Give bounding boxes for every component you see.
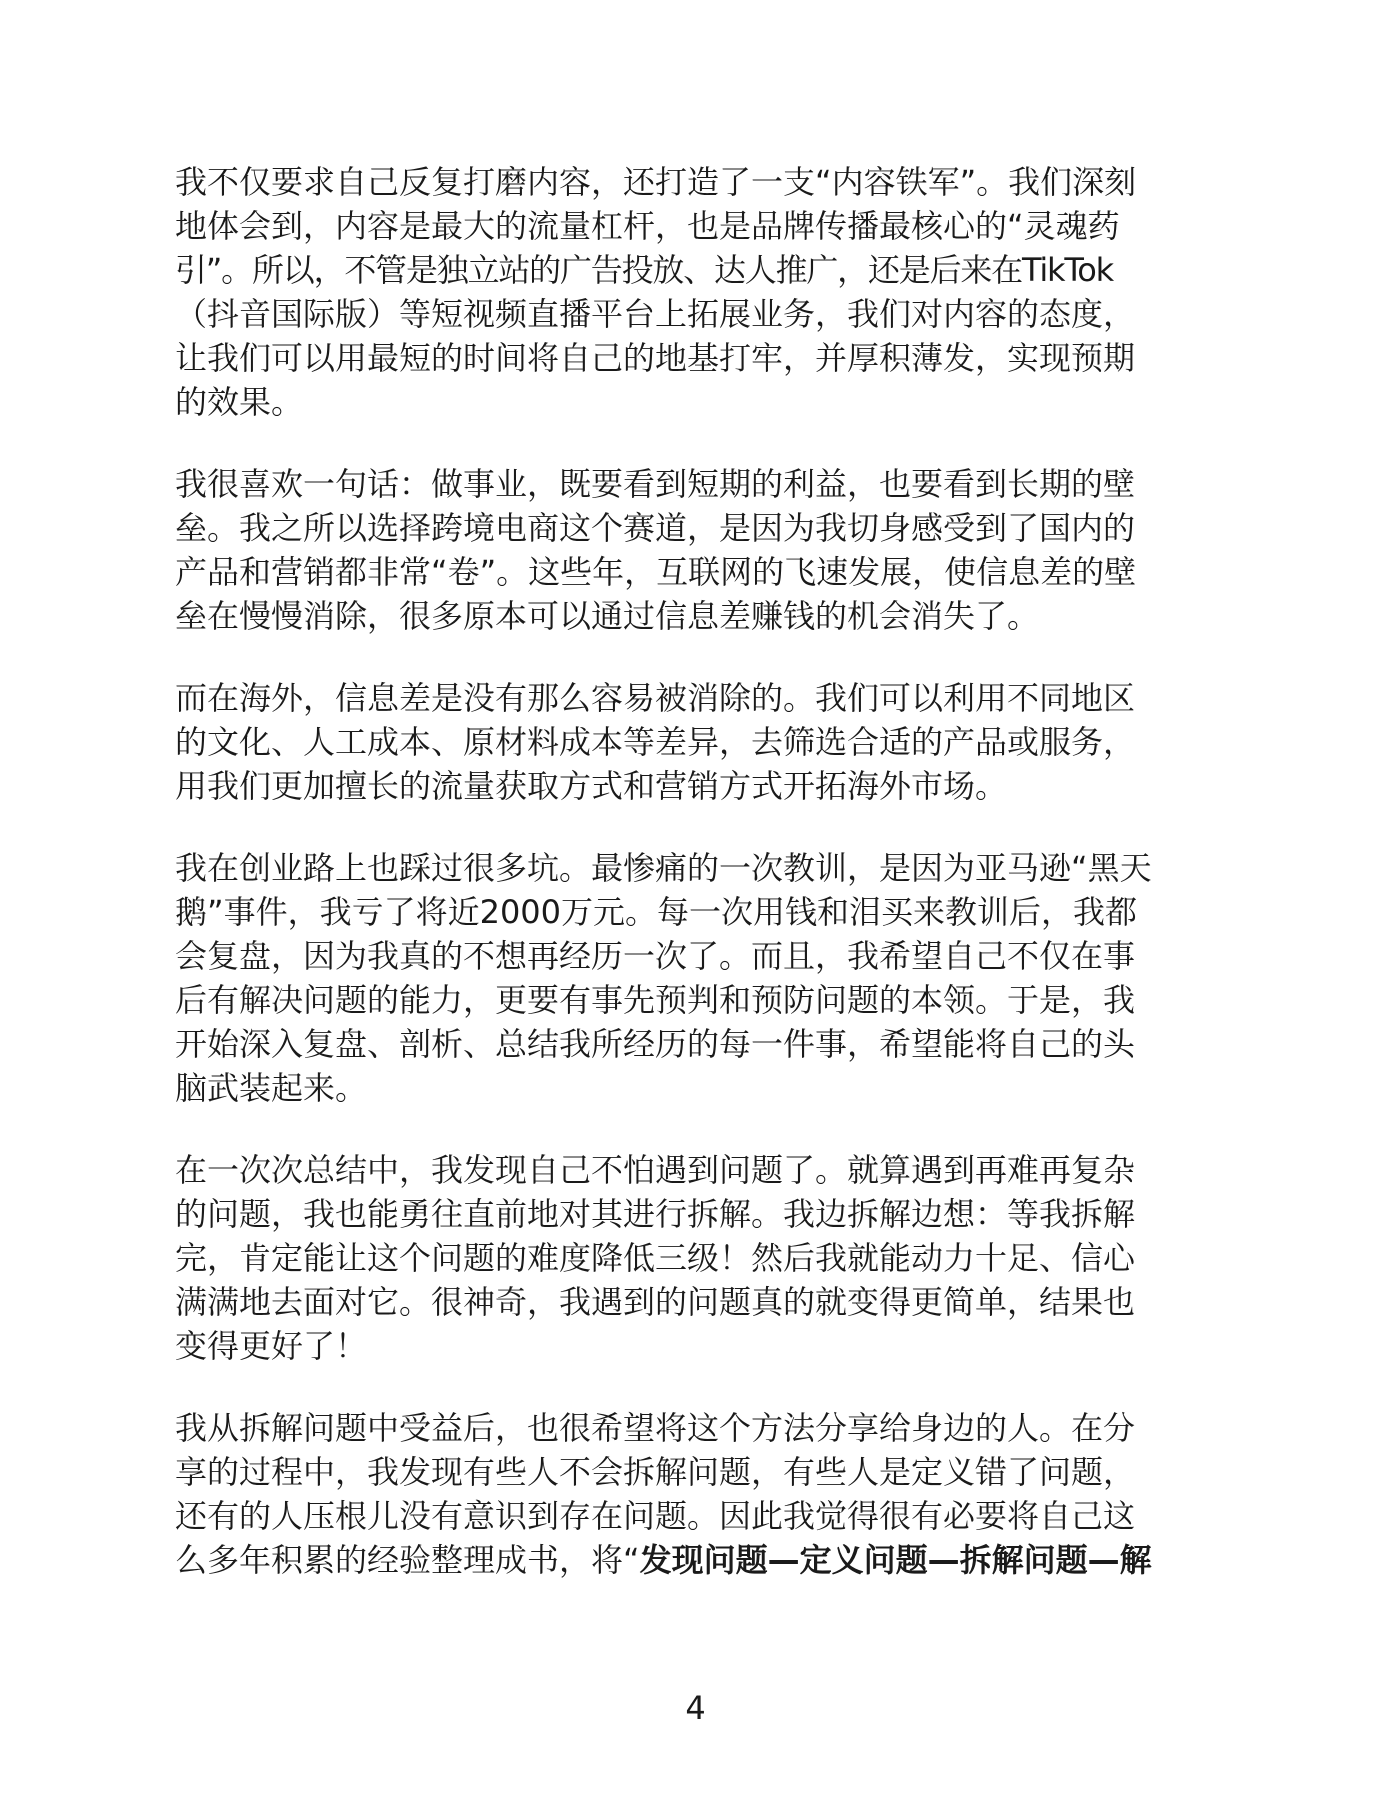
text-line: 我很喜欢一句话：做事业，既要看到短期的利益，也要看到长期的壁: [175, 465, 1136, 503]
bold-text-segment: 发现问题—定义问题—拆解问题—解: [639, 1541, 1152, 1579]
paragraph-6: [175, 1406, 1215, 1582]
text-line: 鹅”事件，我亏了将近2000万元。每一次用钱和泪买来教训后，我都: [175, 893, 1138, 931]
text-line: （抖音国际版）等短视频直播平台上拓展业务，我们对内容的态度，: [175, 295, 1136, 333]
paragraph-3: [175, 676, 1215, 808]
text-line: 引”。所以，不管是独立站的广告投放、达人推广，还是后来在TikTok: [175, 251, 1113, 289]
paragraph-1: [175, 160, 1215, 424]
text-line-mixed: [175, 1538, 1215, 1582]
text-line: 还有的人压根儿没有意识到存在问题。因此我觉得很有必要将自己这: [175, 1497, 1136, 1535]
text-line: 脑武装起来。: [175, 1069, 368, 1107]
paragraph-2: [175, 462, 1215, 638]
text-line: 的问题，我也能勇往直前地对其进行拆解。我边拆解边想：等我拆解: [175, 1195, 1136, 1233]
paragraph-5: [175, 1148, 1215, 1368]
text-line: 让我们可以用最短的时间将自己的地基打牢，并厚积薄发，实现预期: [175, 339, 1136, 377]
text-line: 我不仅要求自己反复打磨内容，还打造了一支“内容铁军”。我们深刻: [175, 163, 1137, 201]
text-line: 后有解决问题的能力，更要有事先预判和预防问题的本领。于是，我: [175, 981, 1136, 1019]
text-line: 完，肯定能让这个问题的难度降低三级！然后我就能动力十足、信心: [175, 1239, 1136, 1277]
text-line: 在一次次总结中，我发现自己不怕遇到问题了。就算遇到再难再复杂: [175, 1151, 1136, 1189]
body-text: [175, 160, 1215, 1620]
paragraph-4: [175, 846, 1215, 1110]
text-line: 用我们更加擅长的流量获取方式和营销方式开拓海外市场。: [175, 767, 1008, 805]
text-line: 垒在慢慢消除，很多原本可以通过信息差赚钱的机会消失了。: [175, 597, 1040, 635]
text-line: 地体会到，内容是最大的流量杠杆，也是品牌传播最核心的“灵魂药: [175, 207, 1120, 245]
text-line: 开始深入复盘、剖析、总结我所经历的每一件事，希望能将自己的头: [175, 1025, 1136, 1063]
page-number: 4: [685, 1689, 706, 1727]
text-line: 而在海外，信息差是没有那么容易被消除的。我们可以利用不同地区: [175, 679, 1136, 717]
text-line: 我从拆解问题中受益后，也很希望将这个方法分享给身边的人。在分: [175, 1409, 1136, 1447]
text-line: 的文化、人工成本、原材料成本等差异，去筛选合适的产品或服务，: [175, 723, 1136, 761]
text-line: 变得更好了！: [175, 1327, 368, 1365]
text-line: 的效果。: [175, 383, 304, 421]
text-line: 会复盘，因为我真的不想再经历一次了。而且，我希望自己不仅在事: [175, 937, 1136, 975]
text-line: 垒。我之所以选择跨境电商这个赛道，是因为我切身感受到了国内的: [175, 509, 1136, 547]
text-line: 满满地去面对它。很神奇，我遇到的问题真的就变得更简单，结果也: [175, 1283, 1136, 1321]
plain-text-segment: 么多年积累的经验整理成书，将“: [175, 1541, 640, 1579]
text-line: 我在创业路上也踩过很多坑。最惨痛的一次教训，是因为亚马逊“黑天: [175, 849, 1152, 887]
text-line: 产品和营销都非常“卷”。这些年，互联网的飞速发展，使信息差的壁: [175, 553, 1137, 591]
text-line: 享的过程中，我发现有些人不会拆解问题，有些人是定义错了问题，: [175, 1453, 1136, 1491]
